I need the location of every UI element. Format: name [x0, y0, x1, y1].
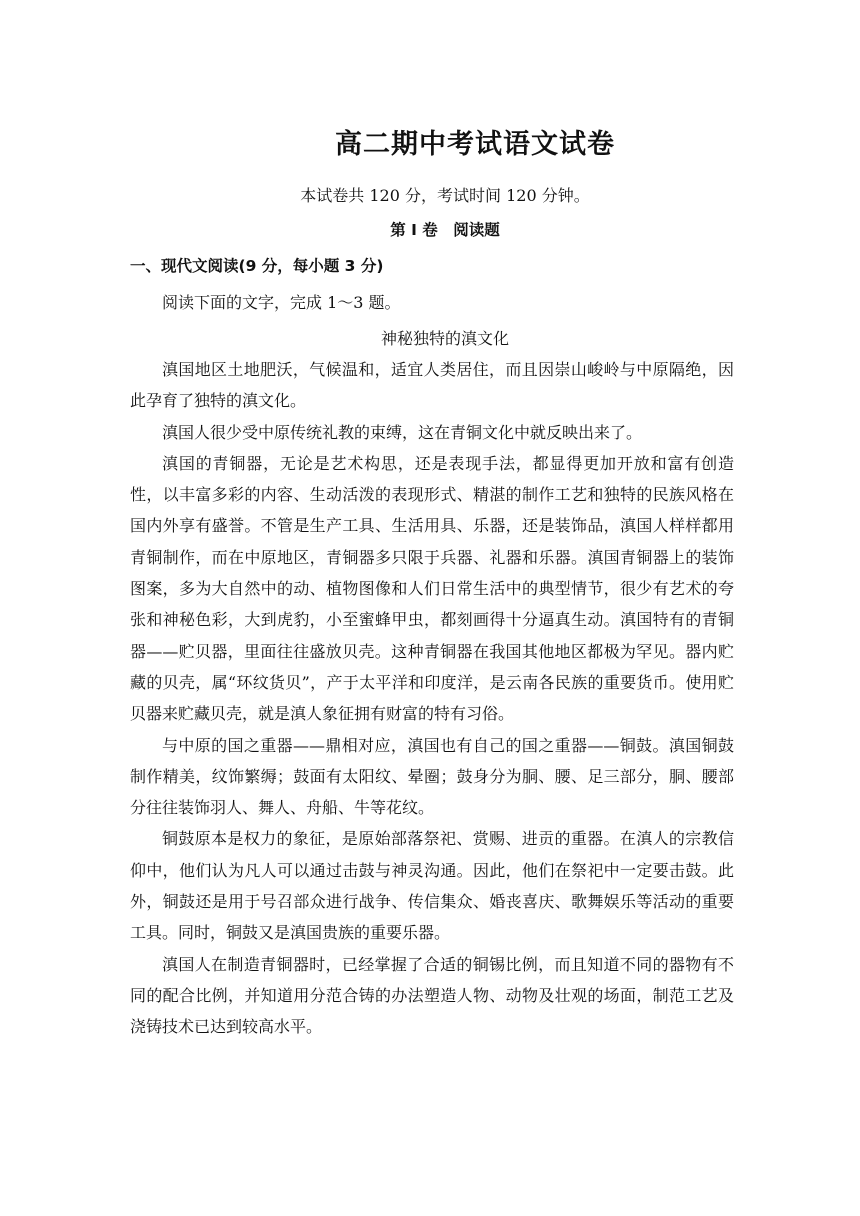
article-paragraph: 滇国人在制造青铜器时，已经掌握了合适的铜锡比例，而且知道不同的器物有不同的配合比例，并知道用分范合铸的办法塑造人物、动物及壮观的场面，制范工艺及浇铸技术已达到较高水平。 — [130, 954, 734, 1037]
exam-title: 高二期中考试语文试卷 — [335, 129, 615, 160]
article-paragraph: 铜鼓原本是权力的象征，是原始部落祭祀、赏赐、进贡的重器。在滇人的宗教信仰中，他们认为凡人可以通过击鼓与神灵沟通。因此，他们在祭祀中一定要击鼓。此外，铜鼓还是用于号召部众进行战争、传信集众、婚丧喜庆、歌舞娱乐等活动的重要工具。同时，铜鼓又是滇国贵族的重要乐器。 — [130, 829, 734, 943]
article-paragraph: 与中原的国之重器——鼎相对应，滇国也有自己的国之重器——铜鼓。滇国铜鼓制作精美，纹饰繁缛；鼓面有太阳纹、晕圈；鼓身分为胴、腰、足三部分，胴、腰部分往往装饰羽人、舞人、舟船、牛等花纹。 — [130, 735, 734, 818]
article-paragraph: 滇国地区土地肥沃，气候温和，适宜人类居住，而且因崇山峻岭与中原隔绝，因此孕育了独特的滇文化。 — [130, 360, 734, 411]
exam-info: 本试卷共 120 分，考试时间 120 分钟。 — [300, 186, 590, 205]
article-body — [130, 354, 734, 1043]
article-paragraph: 滇国的青铜器，无论是艺术构思，还是表现手法，都显得更加开放和富有创造性，以丰富多彩的内容、生动活泼的表现形式、精湛的制作工艺和独特的民族风格在国内外享有盛誉。不管是生产工具、生活用具、乐器，还是装饰品，滇国人样样都用青铜制作，而在中原地区，青铜器多只限于兵器、礼器和乐器。滇国青铜器上的装饰图案，多为大自然中的动、植物图像和人们日常生活中的典型情节，很少有艺术的夸张和神秘色彩，大到虎豹，小至蜜蜂甲虫，都刻画得十分逼真生动。滇国特有的青铜器——贮贝器，里面往往盛放贝壳。这种青铜器在我国其他地区都极为罕见。器内贮藏的贝壳，属“环纹货贝”，产于太平洋和印度洋，是云南各民族的重要货币。使用贮贝器来贮藏贝壳，就是滇人象征拥有财富的特有习俗。 — [130, 453, 734, 724]
article-paragraph: 滇国人很少受中原传统礼教的束缚，这在青铜文化中就反映出来了。 — [162, 422, 643, 442]
reading-instruction: 阅读下面的文字，完成 1～3 题。 — [162, 293, 401, 312]
article-title: 神秘独特的滇文化 — [380, 329, 509, 348]
volume-heading: 第 I 卷 阅读题 — [390, 221, 500, 239]
section-heading: 一、现代文阅读(9 分，每小题 3 分) — [130, 257, 384, 275]
